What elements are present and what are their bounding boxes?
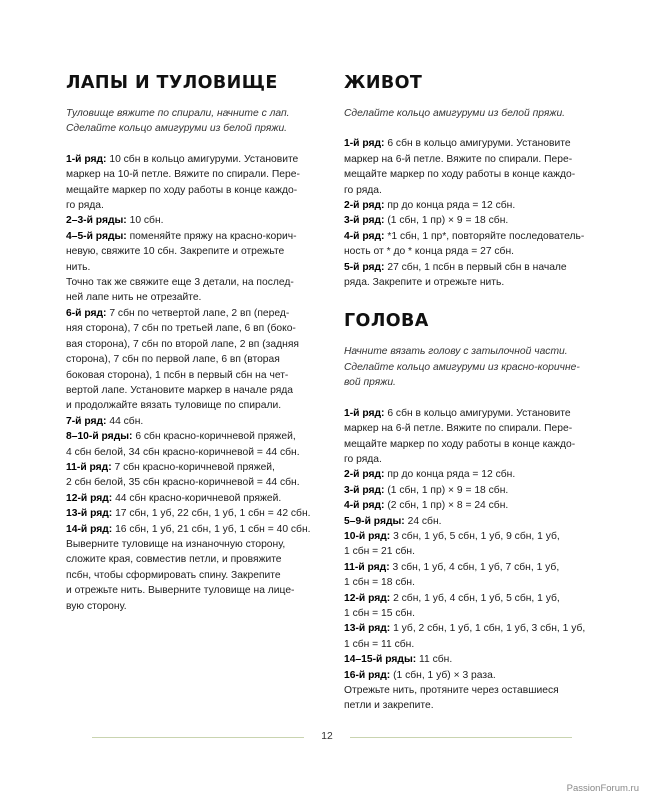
instruction-line bbox=[66, 152, 328, 167]
instruction-line bbox=[344, 652, 606, 667]
row-text: 7 сбн красно-коричневой пряжей, bbox=[111, 461, 275, 473]
instruction-line bbox=[66, 368, 328, 383]
instruction-line bbox=[66, 183, 328, 198]
instruction-line bbox=[344, 183, 606, 198]
row-label: 1-й ряд: bbox=[344, 138, 385, 150]
row-text: пр до конца ряда = 12 сбн. bbox=[384, 469, 516, 481]
page-number: 12 bbox=[321, 731, 333, 742]
instruction-line bbox=[344, 437, 606, 452]
row-text: 7 сбн по четвертой лапе, 2 вп (перед- bbox=[106, 307, 290, 319]
row-label: 12-й ряд: bbox=[66, 492, 113, 504]
row-text: вую сторону. bbox=[66, 600, 127, 612]
section-title-paws-body: ЛАПЫ И ТУЛОВИЩЕ bbox=[66, 73, 278, 93]
row-text: маркер на 6-й петле. Вяжите по спирали. Пере- bbox=[344, 153, 573, 165]
row-text: 1 сбн = 11 сбн. bbox=[344, 638, 415, 650]
row-text: 24 сбн. bbox=[404, 515, 442, 527]
row-text: вертой лапе. Установите маркер в начале ряда bbox=[66, 384, 294, 396]
row-text: 1 сбн = 15 сбн. bbox=[344, 607, 415, 619]
row-label: 16-й ряд: bbox=[344, 669, 391, 681]
row-text: го ряда. bbox=[66, 200, 104, 212]
row-text: маркер на 10-й петле. Вяжите по спирали. Пере- bbox=[66, 169, 300, 181]
instruction-line bbox=[66, 599, 328, 614]
watermark: PassionForum.ru bbox=[566, 783, 639, 794]
instruction-line bbox=[344, 668, 606, 683]
instructions bbox=[344, 136, 606, 290]
row-text: ность от * до * конца ряда = 27 сбн. bbox=[344, 246, 514, 258]
row-text: петли и закрепите. bbox=[344, 700, 434, 712]
row-text: 3 сбн, 1 уб, 5 сбн, 1 уб, 9 сбн, 1 уб, bbox=[390, 530, 560, 542]
row-label: 3-й ряд: bbox=[344, 484, 385, 496]
row-text: мещайте маркер по ходу работы в конце каждо- bbox=[344, 438, 576, 450]
row-label: 12-й ряд: bbox=[344, 592, 391, 604]
row-label: 11-й ряд: bbox=[344, 561, 390, 573]
row-text: невую, свяжите 10 сбн. Закрепите и отрежьте bbox=[66, 246, 285, 258]
row-text: 2 сбн белой, 35 сбн красно-коричневой = 44 сбн. bbox=[66, 477, 300, 489]
instruction-line bbox=[66, 475, 328, 490]
row-text: 17 сбн, 1 уб, 22 сбн, 1 уб, 1 сбн = 42 сбн. bbox=[112, 508, 311, 520]
row-text: 10 сбн в кольцо амигуруми. Установите bbox=[106, 153, 299, 165]
row-label: 5-й ряд: bbox=[344, 261, 385, 273]
instruction-line bbox=[66, 414, 328, 429]
row-text: 1 сбн = 21 сбн. bbox=[344, 546, 415, 558]
row-text: мещайте маркер по ходу работы в конце каждо- bbox=[66, 184, 298, 196]
instruction-line bbox=[344, 514, 606, 529]
instruction-line bbox=[66, 229, 328, 244]
row-label: 10-й ряд: bbox=[344, 530, 391, 542]
instruction-line bbox=[66, 260, 328, 275]
row-text: псбн, чтобы сформировать спину. Закрепите bbox=[66, 569, 281, 581]
row-text: 1 сбн = 18 сбн. bbox=[344, 577, 415, 589]
instruction-line bbox=[66, 213, 328, 228]
row-text: го ряда. bbox=[344, 453, 382, 465]
instruction-line bbox=[344, 621, 606, 636]
row-text: маркер на 6-й петле. Вяжите по спирали. Пере- bbox=[344, 423, 573, 435]
instruction-line bbox=[66, 337, 328, 352]
right-column bbox=[344, 72, 606, 714]
section-intro: Сделайте кольцо амигуруми из белой пряжи. bbox=[344, 108, 566, 119]
instructions bbox=[66, 152, 328, 614]
row-text: (1 сбн, 1 пр) × 9 = 18 сбн. bbox=[384, 215, 509, 227]
instruction-line bbox=[344, 260, 606, 275]
section-intro: Туловище вяжите по спирали, начните с лап. Сделайте кольцо амигуруми из белой пряжи. bbox=[66, 108, 290, 135]
row-label: 2-й ряд: bbox=[344, 469, 385, 481]
row-text: ряда. Закрепите и отрежьте нить. bbox=[344, 277, 505, 289]
row-label: 2–3-й ряды: bbox=[66, 215, 127, 227]
row-text: 6 сбн в кольцо амигуруми. Установите bbox=[384, 138, 571, 150]
row-text: ней лапе нить не отрезайте. bbox=[66, 292, 202, 304]
instruction-line bbox=[66, 275, 328, 290]
row-text: (1 сбн, 1 уб) × 3 раза. bbox=[390, 669, 496, 681]
instruction-line bbox=[66, 198, 328, 213]
section-title-head: ГОЛОВА bbox=[344, 311, 429, 332]
instruction-line bbox=[66, 383, 328, 398]
instruction-line bbox=[344, 452, 606, 467]
row-text: 6 сбн в кольцо амигуруми. Установите bbox=[384, 407, 571, 419]
instruction-line bbox=[66, 167, 328, 182]
row-text: мещайте маркер по ходу работы в конце каждо- bbox=[344, 169, 576, 181]
row-label: 4–5-й ряды: bbox=[66, 230, 127, 242]
row-label: 14–15-й ряды: bbox=[344, 654, 417, 666]
section-intro: Начните вязать голову с затылочной части. Сделайте кольцо амигуруми из красно-коричне- вой пряжи. bbox=[344, 346, 580, 389]
instructions bbox=[344, 406, 606, 714]
row-text: Точно так же свяжите еще 3 детали, на послед- bbox=[66, 277, 294, 289]
row-text: Выверните туловище на изнаночную сторону, bbox=[66, 538, 286, 550]
instruction-line bbox=[66, 445, 328, 460]
row-text: 44 сбн красно-коричневой пряжей. bbox=[112, 492, 282, 504]
instruction-line bbox=[344, 167, 606, 182]
instruction-line bbox=[344, 560, 606, 575]
row-text: го ряда. bbox=[344, 184, 382, 196]
row-label: 5–9-й ряды: bbox=[344, 515, 405, 527]
row-text: (1 сбн, 1 пр) × 9 = 18 сбн. bbox=[384, 484, 509, 496]
instruction-line bbox=[344, 467, 606, 482]
row-label: 13-й ряд: bbox=[66, 508, 113, 520]
instruction-line bbox=[344, 421, 606, 436]
row-label: 11-й ряд: bbox=[66, 461, 112, 473]
instruction-line bbox=[344, 698, 606, 713]
instruction-line bbox=[66, 290, 328, 305]
instruction-line bbox=[344, 483, 606, 498]
instruction-line bbox=[66, 537, 328, 552]
row-label: 6-й ряд: bbox=[66, 307, 107, 319]
instruction-line bbox=[344, 637, 606, 652]
instruction-line bbox=[66, 460, 328, 475]
instruction-line bbox=[344, 606, 606, 621]
row-text: 27 сбн, 1 псбн в первый сбн в начале bbox=[384, 261, 567, 273]
row-text: 4 сбн белой, 34 сбн красно-коричневой = 44 сбн. bbox=[66, 446, 300, 458]
instruction-line bbox=[66, 491, 328, 506]
row-text: нить. bbox=[66, 261, 91, 273]
instruction-line bbox=[344, 229, 606, 244]
row-text: поменяйте пряжу на красно-корич- bbox=[126, 230, 297, 242]
instruction-line bbox=[66, 429, 328, 444]
row-text: и продолжайте вязать туловище по спирали. bbox=[66, 400, 282, 412]
instruction-line bbox=[66, 398, 328, 413]
row-text: 16 сбн, 1 уб, 21 сбн, 1 уб, 1 сбн = 40 сбн. bbox=[112, 523, 311, 535]
row-label: 1-й ряд: bbox=[344, 407, 385, 419]
instruction-line bbox=[344, 198, 606, 213]
row-text: пр до конца ряда = 12 сбн. bbox=[384, 200, 516, 212]
instruction-line bbox=[344, 529, 606, 544]
row-text: 44 сбн. bbox=[106, 415, 144, 427]
row-text: сложите края, совместив петли, и провяжите bbox=[66, 554, 282, 566]
instruction-line bbox=[344, 213, 606, 228]
instruction-line bbox=[66, 552, 328, 567]
row-text: боковая сторона), 1 псбн в первый сбн на чет- bbox=[66, 369, 289, 381]
instruction-line bbox=[66, 244, 328, 259]
row-text: 10 сбн. bbox=[126, 215, 164, 227]
instruction-line bbox=[344, 136, 606, 151]
instruction-line bbox=[344, 683, 606, 698]
footer-divider-left bbox=[92, 737, 304, 738]
row-text: Отрежьте нить, протяните через оставшиеся bbox=[344, 685, 559, 696]
row-label: 8–10-й ряды: bbox=[66, 431, 133, 443]
row-text: няя сторона), 7 сбн по третьей лапе, 6 вп (боко- bbox=[66, 323, 296, 335]
instruction-line bbox=[66, 583, 328, 598]
instruction-line bbox=[66, 506, 328, 521]
row-label: 4-й ряд: bbox=[344, 500, 385, 512]
instruction-line bbox=[344, 244, 606, 259]
instruction-line bbox=[344, 152, 606, 167]
row-text: 11 сбн. bbox=[416, 654, 453, 666]
row-text: 6 сбн красно-коричневой пряжей, bbox=[132, 431, 296, 443]
row-label: 14-й ряд: bbox=[66, 523, 113, 535]
row-label: 2-й ряд: bbox=[344, 200, 385, 212]
instruction-line bbox=[344, 275, 606, 290]
row-text: 2 сбн, 1 уб, 4 сбн, 1 уб, 5 сбн, 1 уб, bbox=[390, 592, 560, 604]
instruction-line bbox=[344, 575, 606, 590]
instruction-line bbox=[66, 568, 328, 583]
instruction-line bbox=[344, 544, 606, 559]
instruction-line bbox=[344, 498, 606, 513]
row-text: сторона), 7 сбн по первой лапе, 6 вп (вторая bbox=[66, 354, 280, 366]
footer-divider-right bbox=[350, 737, 572, 738]
instruction-line bbox=[66, 522, 328, 537]
row-text: 1 уб, 2 сбн, 1 уб, 1 сбн, 1 уб, 3 сбн, 1 уб, bbox=[390, 623, 586, 635]
row-text: (2 сбн, 1 пр) × 8 = 24 сбн. bbox=[384, 500, 509, 512]
row-text: *1 сбн, 1 пр*, повторяйте последователь- bbox=[384, 230, 585, 242]
row-text: и отрежьте нить. Выверните туловище на лице- bbox=[66, 585, 295, 597]
row-label: 13-й ряд: bbox=[344, 623, 391, 635]
section-title-belly: ЖИВОТ bbox=[344, 73, 423, 93]
row-text: вая сторона), 7 сбн по второй лапе, 2 вп (задняя bbox=[66, 338, 299, 350]
instruction-line bbox=[344, 591, 606, 606]
row-label: 3-й ряд: bbox=[344, 215, 385, 227]
instruction-line bbox=[66, 306, 328, 321]
row-label: 1-й ряд: bbox=[66, 153, 107, 165]
row-label: 4-й ряд: bbox=[344, 230, 385, 242]
row-text: 3 сбн, 1 уб, 4 сбн, 1 уб, 7 сбн, 1 уб, bbox=[389, 561, 560, 573]
instruction-line bbox=[66, 352, 328, 367]
instruction-line bbox=[344, 406, 606, 421]
row-label: 7-й ряд: bbox=[66, 415, 107, 427]
instruction-line bbox=[66, 321, 328, 336]
left-column bbox=[66, 72, 328, 614]
